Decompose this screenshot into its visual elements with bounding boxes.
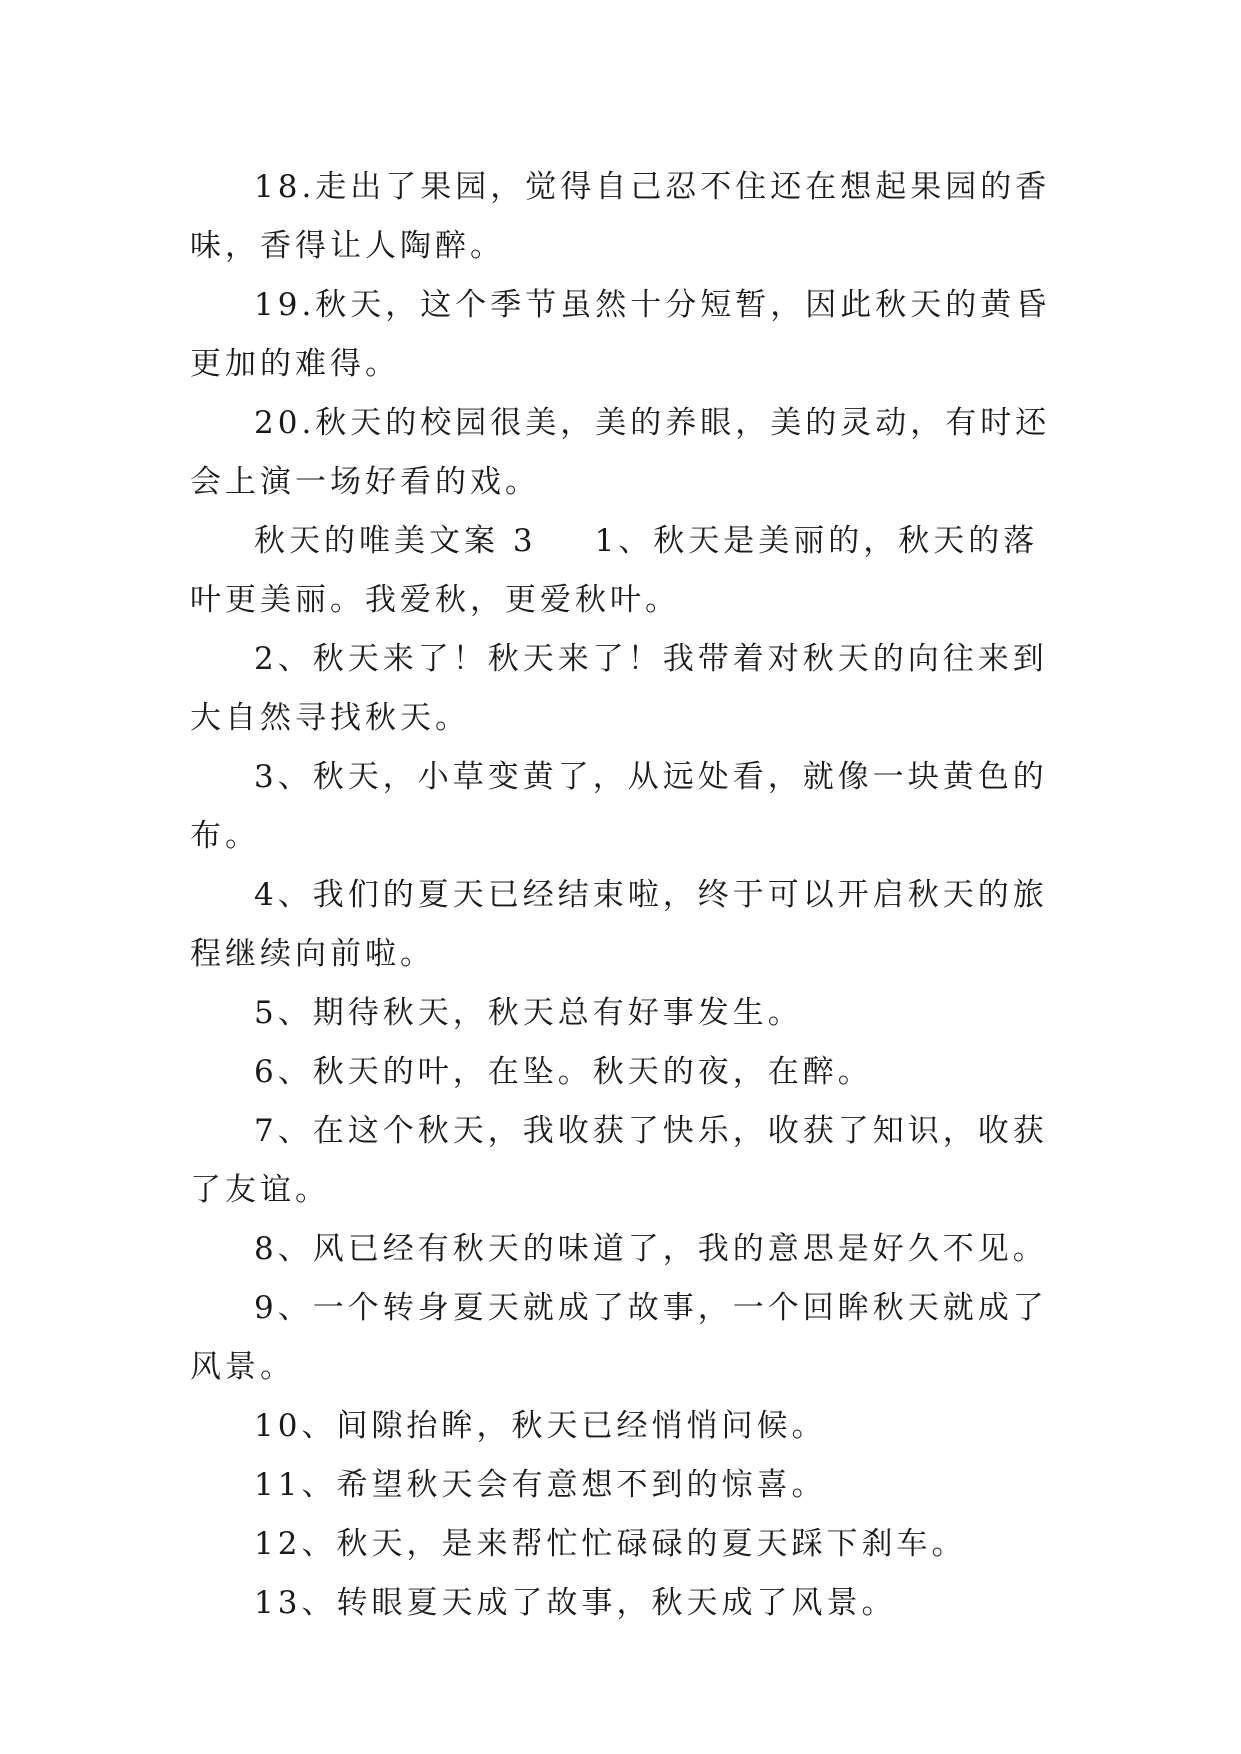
paragraph-6: 6、秋天的叶，在坠。秋天的夜，在醉。 [254, 1054, 873, 1090]
paragraph-2: 2、秋天来了！秋天来了！我带着对秋天的向往来到大自然寻找秋天。 [190, 641, 1048, 736]
paragraph-3: 3、秋天，小草变黄了，从远处看，就像一块黄色的布。 [190, 759, 1048, 854]
paragraph-12: 12、秋天，是来帮忙忙碌碌的夏天踩下刹车。 [254, 1526, 967, 1562]
section-heading: 秋天的唯美文案 3 [254, 523, 537, 559]
paragraph-4: 4、我们的夏天已经结束啦，终于可以开启秋天的旅程继续向前啦。 [190, 877, 1048, 972]
paragraph-11: 11、希望秋天会有意想不到的惊喜。 [254, 1467, 827, 1503]
paragraph-5: 5、期待秋天，秋天总有好事发生。 [254, 995, 803, 1031]
paragraph-10: 10、间隙抬眸，秋天已经悄悄问候。 [254, 1408, 827, 1444]
paragraph-18: 18.走出了果园，觉得自己忍不住还在想起果园的香味，香得让人陶醉。 [190, 169, 1051, 264]
document-page [190, 158, 1070, 1633]
paragraph-20: 20.秋天的校园很美，美的养眼，美的灵动，有时还会上演一场好看的戏。 [190, 405, 1051, 500]
paragraph-9: 9、一个转身夏天就成了故事，一个回眸秋天就成了风景。 [190, 1290, 1048, 1385]
paragraph-1: 1、秋天是美丽的，秋天的落叶更美丽。我爱秋，更爱秋叶。 [190, 523, 1039, 618]
section-heading-paragraph [190, 512, 1070, 630]
paragraph-7: 7、在这个秋天，我收获了快乐，收获了知识，收获了友谊。 [190, 1113, 1048, 1208]
paragraph-8: 8、风已经有秋天的味道了，我的意思是好久不见。 [254, 1231, 1048, 1267]
paragraph-13: 13、转眼夏天成了故事，秋天成了风景。 [254, 1585, 897, 1621]
paragraph-19: 19.秋天，这个季节虽然十分短暂，因此秋天的黄昏更加的难得。 [190, 287, 1051, 382]
